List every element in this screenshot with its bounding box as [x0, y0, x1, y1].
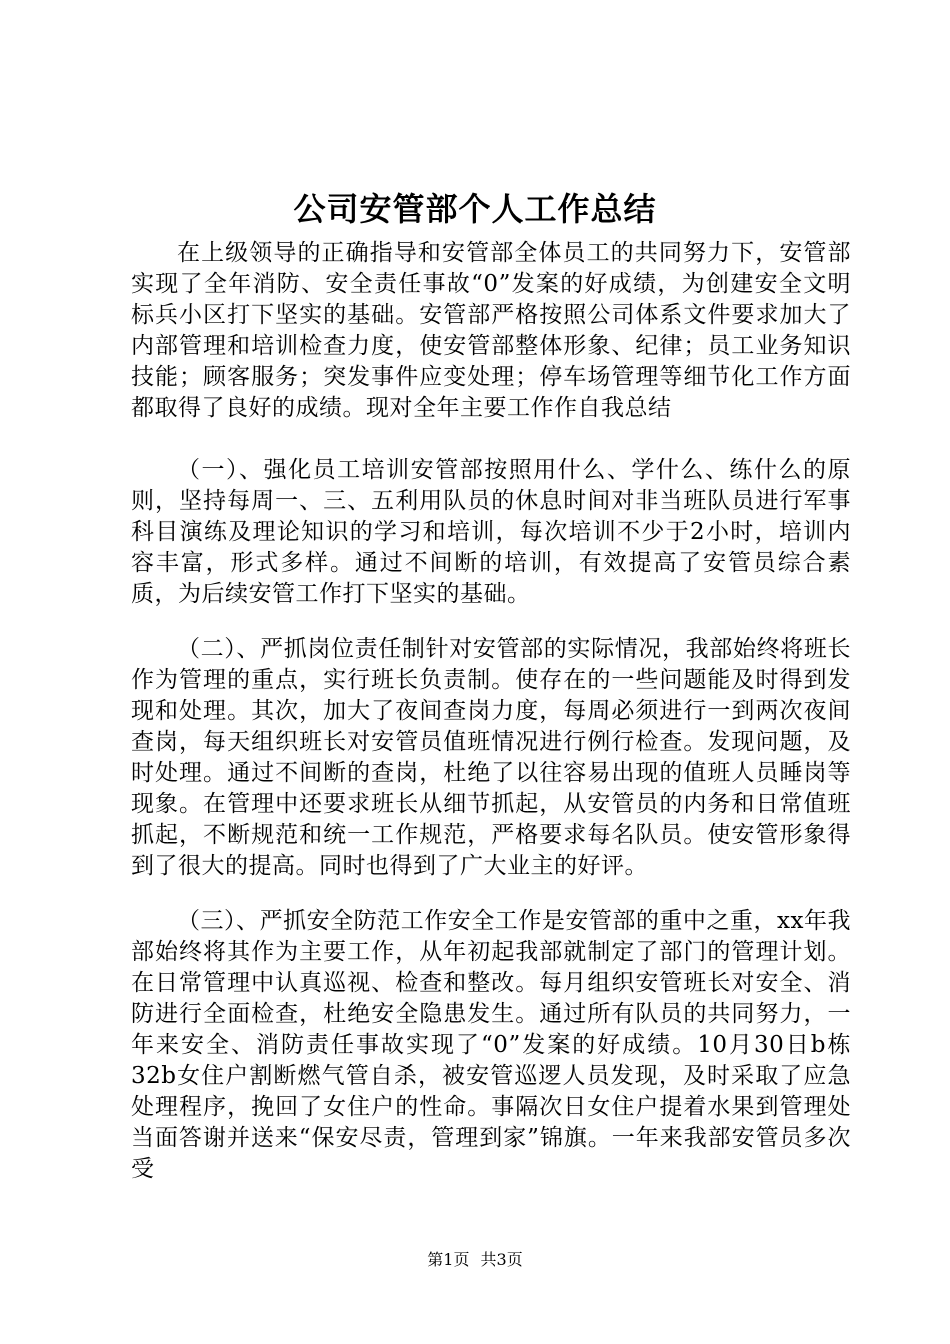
document-title: 公司安管部个人工作总结	[293, 190, 657, 228]
body-paragraph-intro	[131, 238, 851, 424]
page-number: 第1页	[427, 1250, 470, 1269]
paragraph-text: （三）、严抓安全防范工作安全工作是安管部的重中之重，xx年我部始终将其作为主要工作，从年初起我部就制定了部门的管理计划。在日常管理中认真巡视、检查和整改。每月组织安管班长对安全、消防进行全面检查，杜绝安全隐患发生。通过所有队员的共同努力，一年来安全、消防责任事故实现了“0”发案的好成绩。10月30日b栋32b女住户割断燃气管自杀，被安管巡逻人员发现，及时采取了应急处理程序，挽回了女住户的性命。事隔次日女住户提着水果到管理处当面答谢并送来“保安尽责，管理到家”锦旗。一年来我部安管员多次受	[131, 908, 851, 1182]
paragraph-text: 在上级领导的正确指导和安管部全体员工的共同努力下，安管部实现了全年消防、安全责任事故“0”发案的好成绩，为创建安全文明标兵小区打下坚实的基础。安管部严格按照公司体系文件要求加大了内部管理和培训检查力度，使安管部整体形象、纪律；员工业务知识技能；顾客服务；突发事件应变处理；停车场管理等细节化工作方面都取得了良好的成绩。现对全年主要工作作自我总结	[131, 240, 851, 421]
body-paragraph-section-3	[131, 906, 851, 1185]
page-footer	[0, 1247, 950, 1270]
body-paragraph-section-2	[131, 634, 851, 882]
paragraph-text: （二）、严抓岗位责任制针对安管部的实际情况，我部始终将班长作为管理的重点，实行班长负责制。使存在的一些问题能及时得到发现和处理。其次，加大了夜间查岗力度，每周必须进行一到两次夜间查岗，每天组织班长对安管员值班情况进行例行检查。发现问题，及时处理。通过不间断的查岗，杜绝了以往容易出现的值班人员睡岗等现象。在管理中还要求班长从细节抓起，从安管员的内务和日常值班抓起，不断规范和统一工作规范，严格要求每名队员。使安管形象得到了很大的提高。同时也得到了广大业主的好评。	[131, 636, 851, 879]
body-paragraph-section-1	[131, 455, 851, 610]
paragraph-text: （一）、强化员工培训安管部按照用什么、学什么、练什么的原则，坚持每周一、三、五利用队员的休息时间对非当班队员进行军事科目演练及理论知识的学习和培训，每次培训不少于2小时，培训内容丰富，形式多样。通过不间断的培训，有效提高了安管员综合素质，为后续安管工作打下坚实的基础。	[131, 457, 851, 607]
page-total: 共3页	[480, 1250, 523, 1269]
